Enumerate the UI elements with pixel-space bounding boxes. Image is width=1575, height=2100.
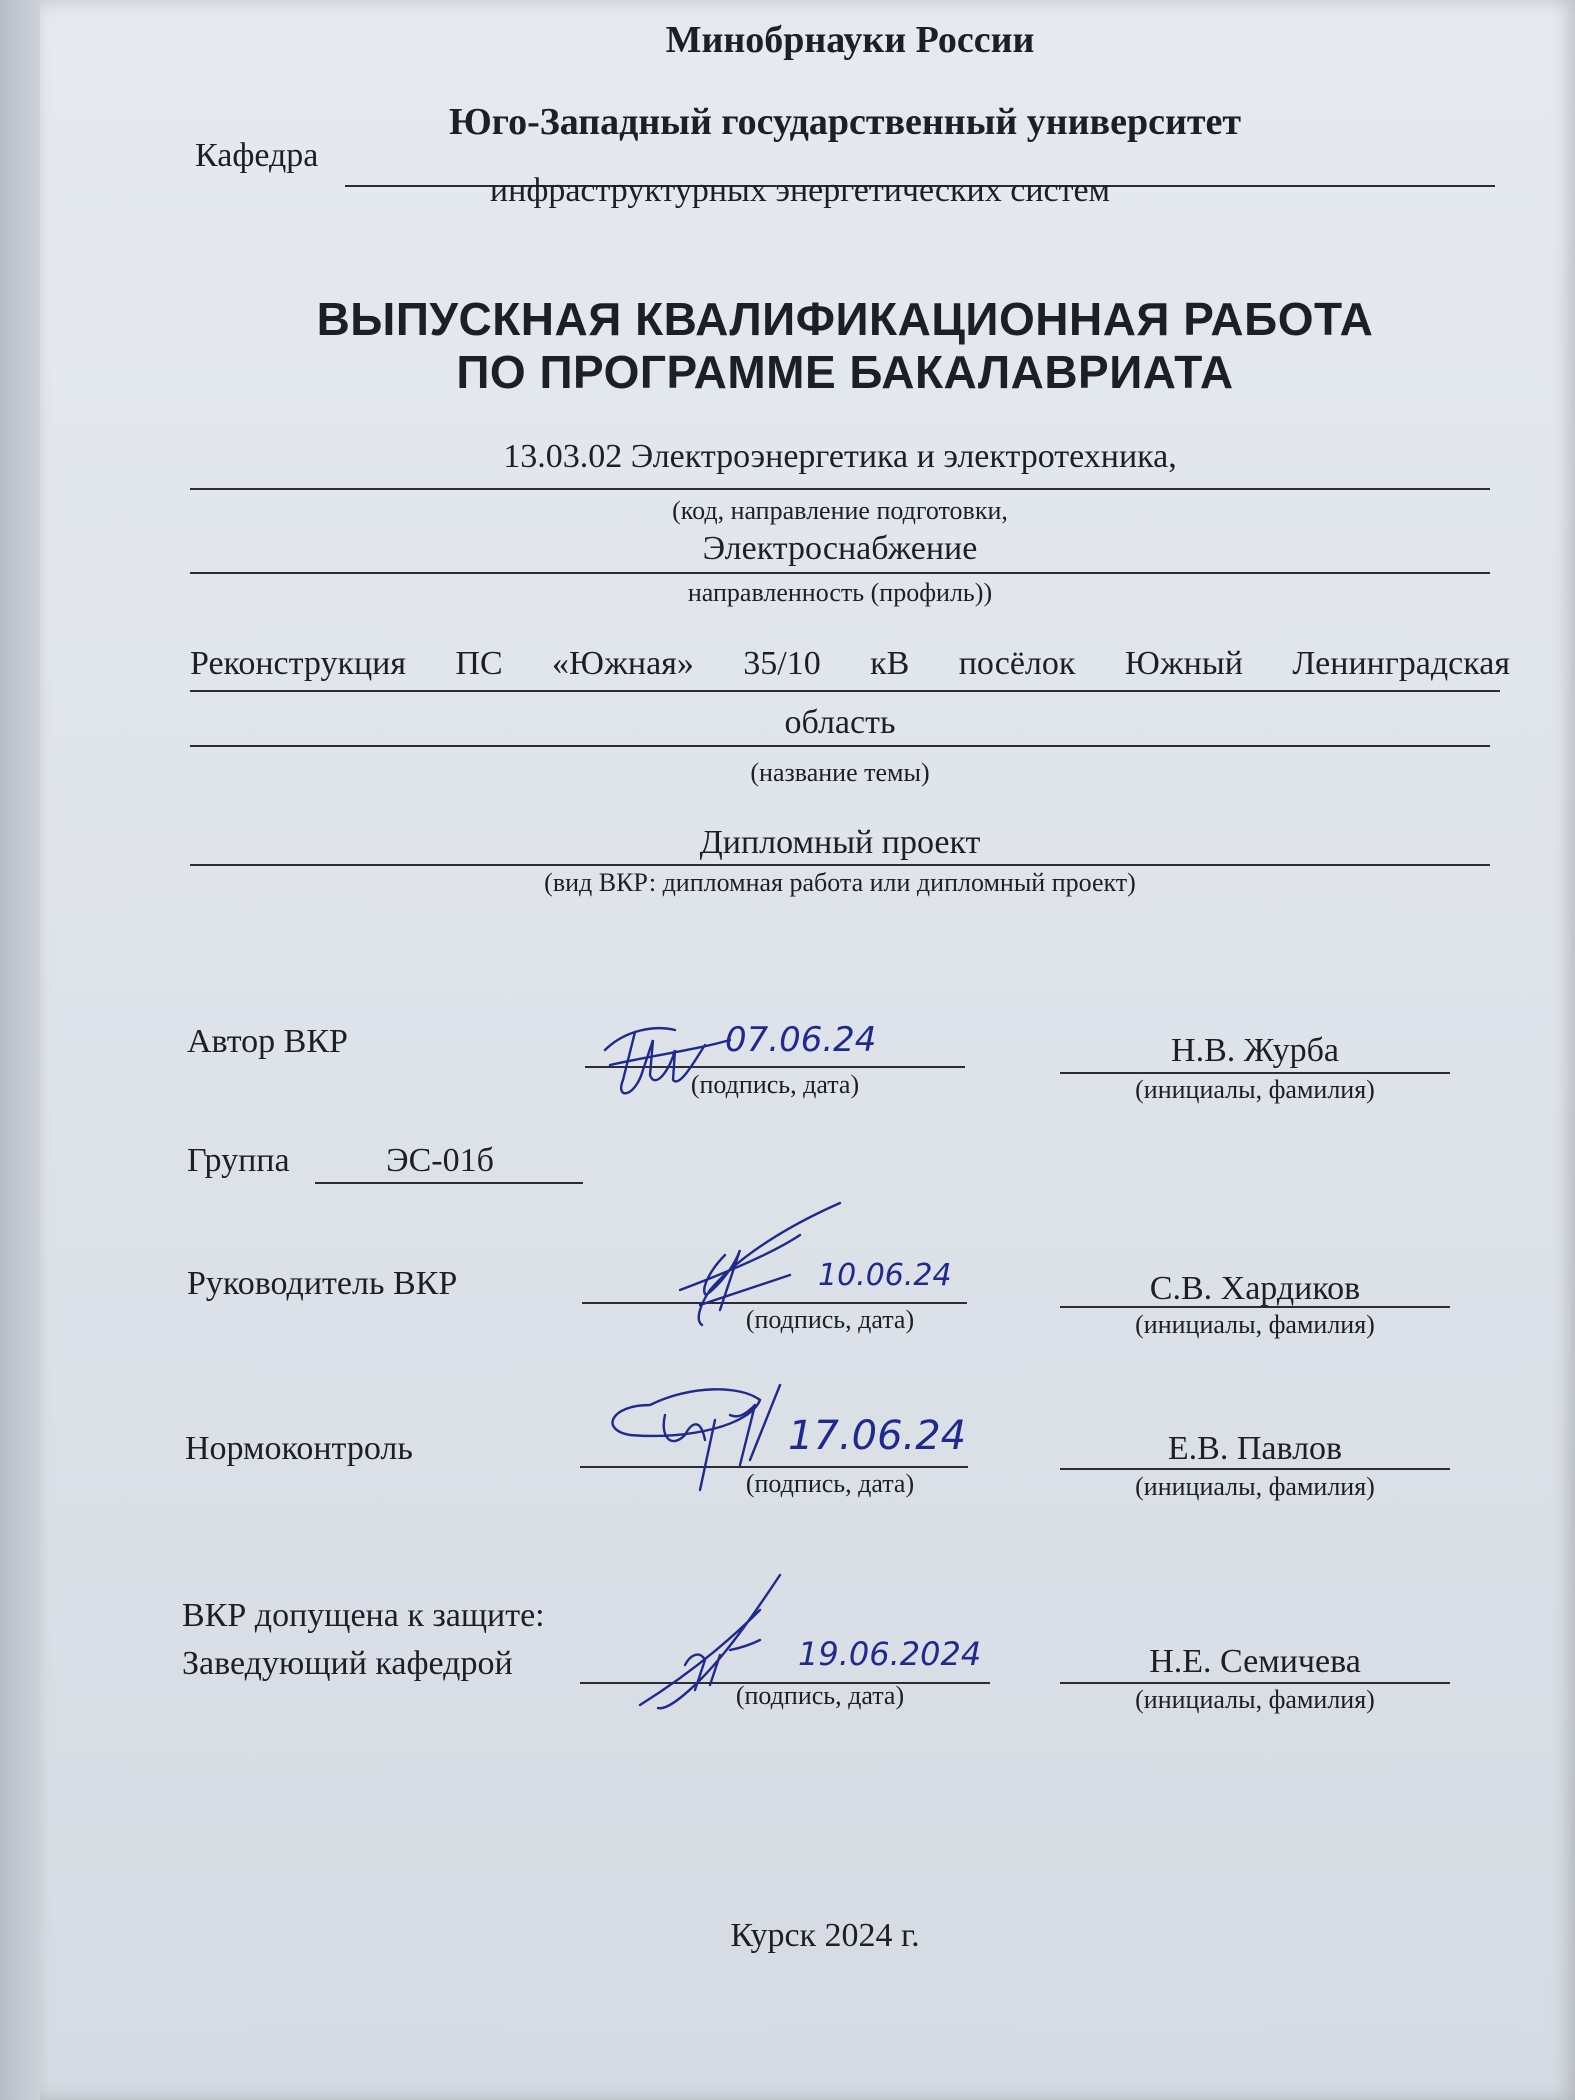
supervisor-name-line xyxy=(1060,1306,1450,1308)
direction-caption: (код, направление подготовки, xyxy=(672,496,1008,525)
supervisor-label: Руководитель ВКР xyxy=(187,1265,458,1302)
normcontrol-label: Нормоконтроль xyxy=(185,1430,413,1467)
author-sign-caption: (подпись, дата) xyxy=(690,1070,860,1099)
university-name: Юго-Западный государственный университет xyxy=(448,101,1242,143)
profile-underline xyxy=(190,572,1490,574)
head-label: Заведующий кафедрой xyxy=(182,1645,513,1682)
topic-caption: (название темы) xyxy=(750,758,930,787)
normcontrol-sign-date: 17.06.24 xyxy=(788,1413,967,1459)
profile-value: Электроснабжение xyxy=(702,530,978,567)
supervisor-sign-date: 10.06.24 xyxy=(818,1258,952,1293)
head-name-line xyxy=(1060,1682,1450,1684)
normcontrol-name: Е.В. Павлов xyxy=(1167,1430,1343,1467)
work-title-line2: ПО ПРОГРАММЕ БАКАЛАВРИАТА xyxy=(456,346,1234,398)
head-name-caption: (инициалы, фамилия) xyxy=(1135,1685,1375,1714)
topic-line2: область xyxy=(784,704,896,741)
department-value: инфраструктурных энергетических систем xyxy=(489,172,1111,209)
defense-admission-label: ВКР допущена к защите: xyxy=(182,1597,545,1634)
kind-value: Дипломный проект xyxy=(699,824,981,861)
group-underline xyxy=(315,1182,583,1184)
group-value: ЭС-01б xyxy=(386,1142,494,1179)
normcontrol-name-caption: (инициалы, фамилия) xyxy=(1135,1472,1375,1501)
binding-edge xyxy=(0,0,44,2100)
head-name: Н.Е. Семичева xyxy=(1149,1643,1361,1680)
profile-caption: направленность (профиль)) xyxy=(687,578,993,607)
supervisor-name: С.В. Хардиков xyxy=(1149,1270,1361,1307)
direction-underline xyxy=(190,488,1490,490)
group-label: Группа xyxy=(187,1142,290,1179)
work-title-line1: ВЫПУСКНАЯ КВАЛИФИКАЦИОННАЯ РАБОТА xyxy=(316,293,1374,345)
supervisor-sign-caption: (подпись, дата) xyxy=(745,1305,915,1334)
normcontrol-name-line xyxy=(1060,1468,1450,1470)
ministry-name: Минобрнауки России xyxy=(665,19,1035,61)
topic-underline1 xyxy=(190,690,1500,692)
supervisor-name-caption: (инициалы, фамилия) xyxy=(1135,1310,1375,1339)
author-name: Н.В. Журба xyxy=(1171,1032,1339,1069)
author-name-line xyxy=(1060,1072,1450,1074)
normcontrol-sign-caption: (подпись, дата) xyxy=(745,1469,915,1498)
city-year: Курск 2024 г. xyxy=(730,1917,920,1954)
head-sign-date: 19.06.2024 xyxy=(798,1635,982,1673)
title-page xyxy=(40,0,1575,2100)
topic-line1: Реконструкция ПС «Южная» 35/10 кВ посёлок Южный Ленинградская xyxy=(190,645,1510,682)
kind-caption: (вид ВКР: дипломная работа или дипломный проект) xyxy=(544,868,1136,897)
department-label: Кафедра xyxy=(195,137,319,174)
direction-value: 13.03.02 Электроэнергетика и электротехника, xyxy=(503,438,1177,475)
topic-underline2 xyxy=(190,745,1490,747)
author-sign-date: 07.06.24 xyxy=(725,1020,877,1060)
author-label: Автор ВКР xyxy=(187,1023,348,1060)
author-name-caption: (инициалы, фамилия) xyxy=(1135,1075,1375,1104)
kind-underline xyxy=(190,864,1490,866)
head-sign-caption: (подпись, дата) xyxy=(735,1681,905,1710)
